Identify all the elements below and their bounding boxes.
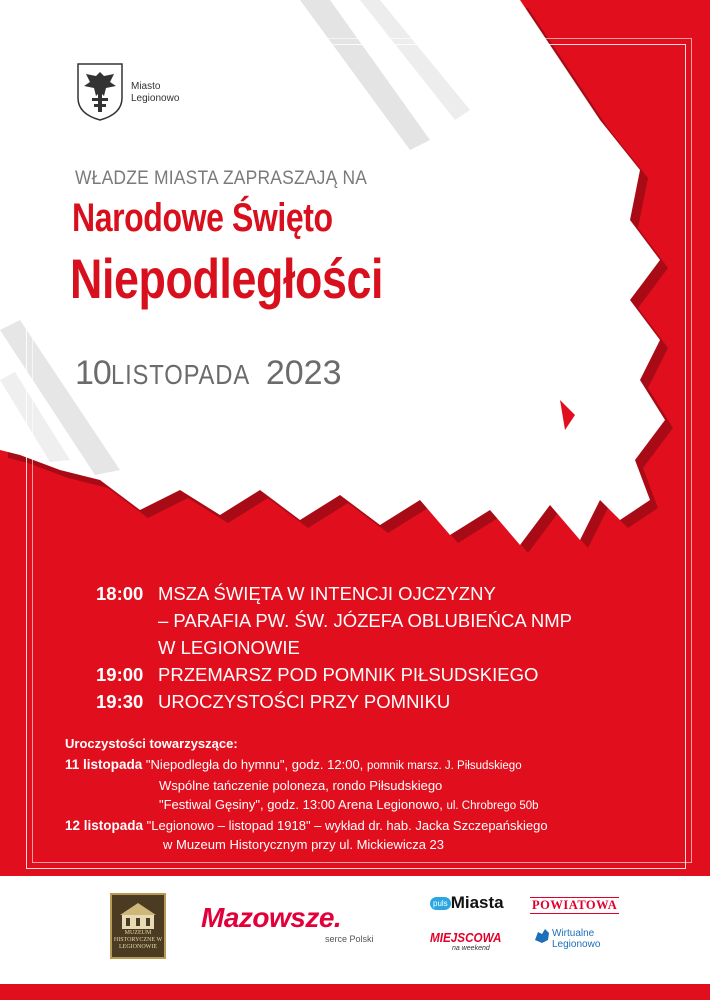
miejscowa-logo: MIEJSCOWA bbox=[430, 930, 502, 945]
schedule-row bbox=[96, 634, 572, 661]
title-line-1: Narodowe Święto bbox=[72, 196, 333, 240]
powiatowa-logo: POWIATOWA bbox=[532, 898, 618, 912]
schedule bbox=[96, 580, 572, 715]
schedule-text: W LEGIONOWIE bbox=[158, 637, 300, 658]
event-date bbox=[75, 354, 342, 393]
event-text: "Niepodległa do hymnu", godz. 12:00, bbox=[145, 757, 364, 772]
wirtualne-legionowo-logo bbox=[552, 928, 600, 950]
event-date: 11 listopada bbox=[65, 757, 143, 772]
schedule-text: MSZA ŚWIĘTA W INTENCJI OJCZYZNY bbox=[158, 583, 496, 604]
date-day: 10 bbox=[75, 354, 111, 392]
event-place: ul. Chrobrego 50b bbox=[446, 800, 539, 812]
miejscowa-sub: na weekend bbox=[452, 945, 490, 952]
bottom-red-band bbox=[0, 984, 710, 1000]
wirtualne-line1: Wirtualne bbox=[552, 928, 595, 939]
city-crest-icon bbox=[76, 62, 124, 122]
accompanying-events-heading: Uroczystości towarzyszące: bbox=[65, 736, 238, 751]
invite-text: WŁADZE MIASTA ZAPRASZAJĄ NA bbox=[75, 168, 368, 189]
event-place: pomnik marsz. J. Piłsudskiego bbox=[366, 760, 522, 772]
event-row bbox=[65, 795, 548, 816]
schedule-text: PRZEMARSZ POD POMNIK PIŁSUDSKIEGO bbox=[158, 664, 539, 685]
wirtualne-map-icon bbox=[532, 926, 552, 946]
schedule-time: 18:00 bbox=[96, 583, 144, 604]
event-row bbox=[65, 816, 548, 835]
muzeum-logo bbox=[110, 893, 166, 959]
schedule-row bbox=[96, 688, 572, 715]
title-line-2: Niepodległości bbox=[70, 247, 384, 310]
date-month: LISTOPADA bbox=[110, 359, 250, 390]
event-text: w Muzeum Historycznym przy ul. Mickiewicza 23 bbox=[163, 837, 445, 852]
event-text: "Legionowo – listopad 1918" – wykład dr. hab. Jacka Szczepańskiego bbox=[146, 818, 548, 833]
event-date: 12 listopada bbox=[65, 818, 144, 833]
event-text: Wspólne tańczenie poloneza, rondo Piłsudskiego bbox=[159, 778, 443, 793]
mazowsze-slogan: serce Polski bbox=[325, 934, 374, 944]
schedule-row bbox=[96, 661, 572, 688]
city-name-line1: Miasto bbox=[131, 81, 161, 92]
puls-text: Miasta bbox=[450, 893, 504, 912]
event-row bbox=[65, 755, 548, 776]
event-text: "Festiwal Gęsiny", godz. 13:00 Arena Legionowo, bbox=[159, 797, 443, 812]
muzeum-logo-text: MUZEUM HISTORYCZNE W LEGIONOWIE bbox=[113, 930, 163, 950]
accompanying-events bbox=[65, 734, 548, 854]
schedule-text: – PARAFIA PW. ŚW. JÓZEFA OBLUBIEŃCA NMP bbox=[158, 610, 572, 631]
city-name-line2: Legionowo bbox=[131, 93, 180, 104]
mazowsze-logo: Mazowsze. bbox=[201, 902, 342, 933]
schedule-row bbox=[96, 580, 572, 607]
schedule-text: UROCZYSTOŚCI PRZY POMNIKU bbox=[158, 691, 451, 712]
sponsors-footer bbox=[0, 876, 710, 984]
event-row bbox=[65, 835, 548, 854]
schedule-row bbox=[96, 607, 572, 634]
puls-badge: puls bbox=[430, 897, 451, 910]
schedule-time: 19:00 bbox=[96, 664, 144, 685]
city-name bbox=[131, 81, 179, 105]
event-row bbox=[65, 776, 548, 795]
date-year: 2023 bbox=[265, 354, 342, 392]
puls-miasta-logo bbox=[430, 893, 504, 913]
museum-building-icon bbox=[112, 899, 164, 933]
schedule-time: 19:30 bbox=[96, 691, 144, 712]
wirtualne-line2: Legionowo bbox=[552, 939, 601, 950]
